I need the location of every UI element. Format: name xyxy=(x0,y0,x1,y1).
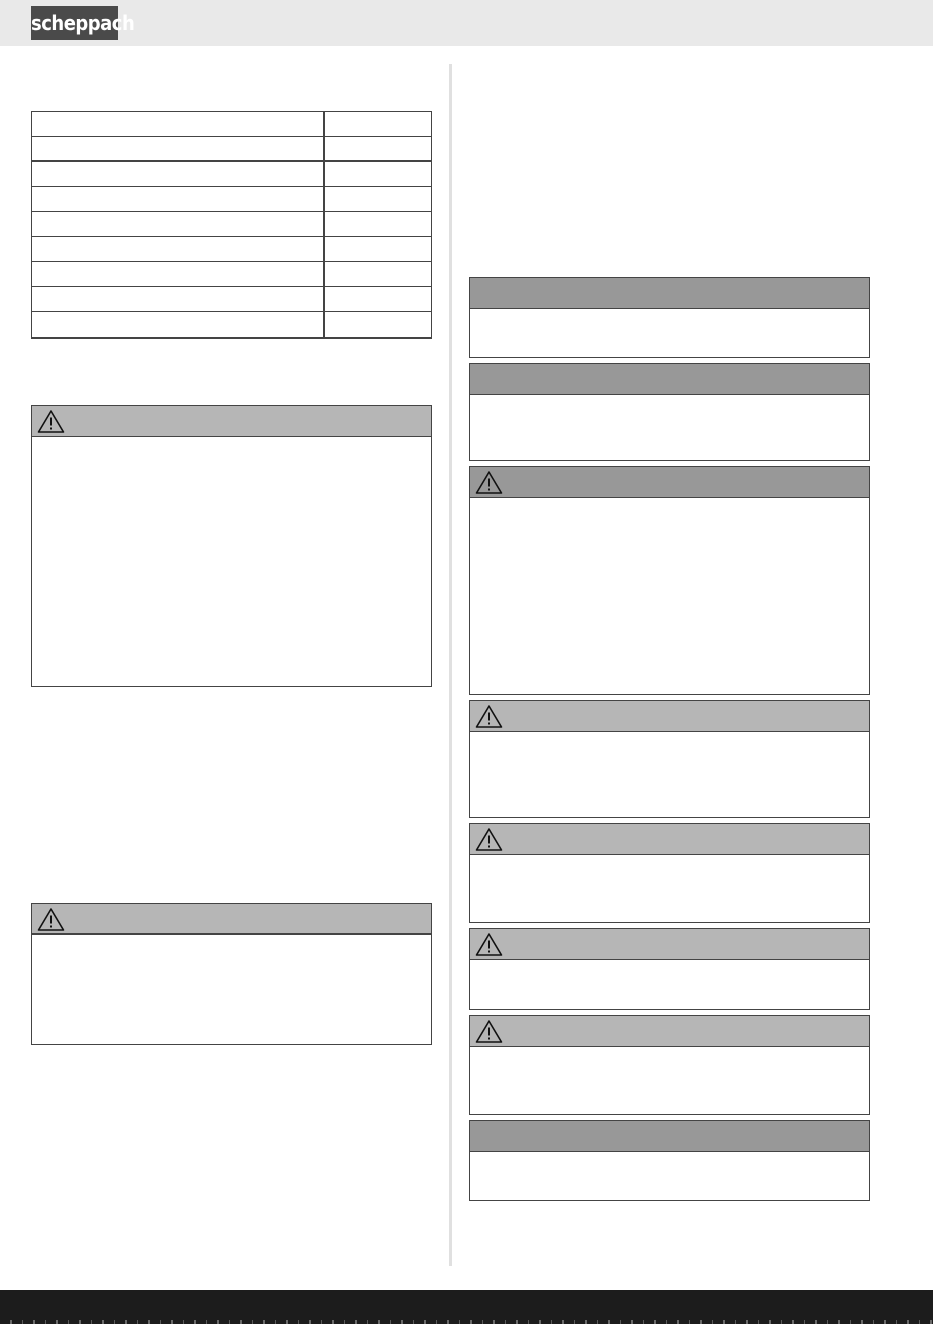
warning-triangle-icon xyxy=(475,827,503,852)
table-cell-value xyxy=(325,312,431,337)
warning-box-header xyxy=(470,929,869,960)
column-divider xyxy=(449,64,452,1266)
warning-box-header xyxy=(32,904,431,935)
page-footer xyxy=(0,1290,933,1324)
warning-box-header xyxy=(470,1016,869,1047)
table-row xyxy=(32,237,431,262)
table-cell-value xyxy=(325,212,431,236)
note-box-header xyxy=(470,278,869,309)
note-box xyxy=(469,363,870,461)
warning-box-header xyxy=(470,824,869,855)
table-row xyxy=(32,212,431,237)
warning-box-header xyxy=(470,701,869,732)
table-cell-value xyxy=(325,287,431,311)
table-cell-label xyxy=(32,287,325,311)
table-cell-value xyxy=(325,112,431,136)
warning-box xyxy=(469,466,870,695)
table-row xyxy=(32,312,431,337)
table-row xyxy=(32,262,431,287)
warning-box xyxy=(469,823,870,923)
table-cell-label xyxy=(32,187,325,211)
brand-logo-text: scheppach xyxy=(31,11,135,35)
warning-triangle-icon xyxy=(37,409,65,434)
table-cell-label xyxy=(32,262,325,286)
note-box-header xyxy=(470,1121,869,1152)
table-cell-value xyxy=(325,237,431,261)
note-box xyxy=(469,277,870,358)
warning-box xyxy=(469,928,870,1010)
table-cell-label xyxy=(32,112,325,136)
brand-logo xyxy=(31,6,135,40)
table-row xyxy=(32,112,431,137)
table-cell-value xyxy=(325,137,431,160)
page-header xyxy=(0,0,933,46)
warning-triangle-icon xyxy=(475,1019,503,1044)
table-row xyxy=(32,137,431,162)
table-cell-label xyxy=(32,237,325,261)
warning-box-header xyxy=(32,406,431,437)
technical-data-table xyxy=(31,111,432,339)
table-cell-value xyxy=(325,262,431,286)
table-cell-value xyxy=(325,187,431,211)
warning-triangle-icon xyxy=(475,932,503,957)
warning-triangle-icon xyxy=(475,470,503,495)
table-row xyxy=(32,187,431,212)
footer-strip xyxy=(0,1320,933,1324)
note-box xyxy=(469,1120,870,1201)
table-row xyxy=(32,287,431,312)
warning-box xyxy=(469,700,870,818)
warning-box-header xyxy=(470,467,869,498)
warning-triangle-icon xyxy=(37,907,65,932)
table-cell-label xyxy=(32,162,325,186)
table-cell-label xyxy=(32,212,325,236)
table-cell-value xyxy=(325,162,431,186)
table-row xyxy=(32,162,431,187)
note-box-header xyxy=(470,364,869,395)
warning-triangle-icon xyxy=(475,704,503,729)
warning-box xyxy=(31,903,432,1045)
table-cell-label xyxy=(32,137,325,160)
warning-box xyxy=(31,405,432,687)
table-cell-label xyxy=(32,312,325,337)
warning-box xyxy=(469,1015,870,1115)
